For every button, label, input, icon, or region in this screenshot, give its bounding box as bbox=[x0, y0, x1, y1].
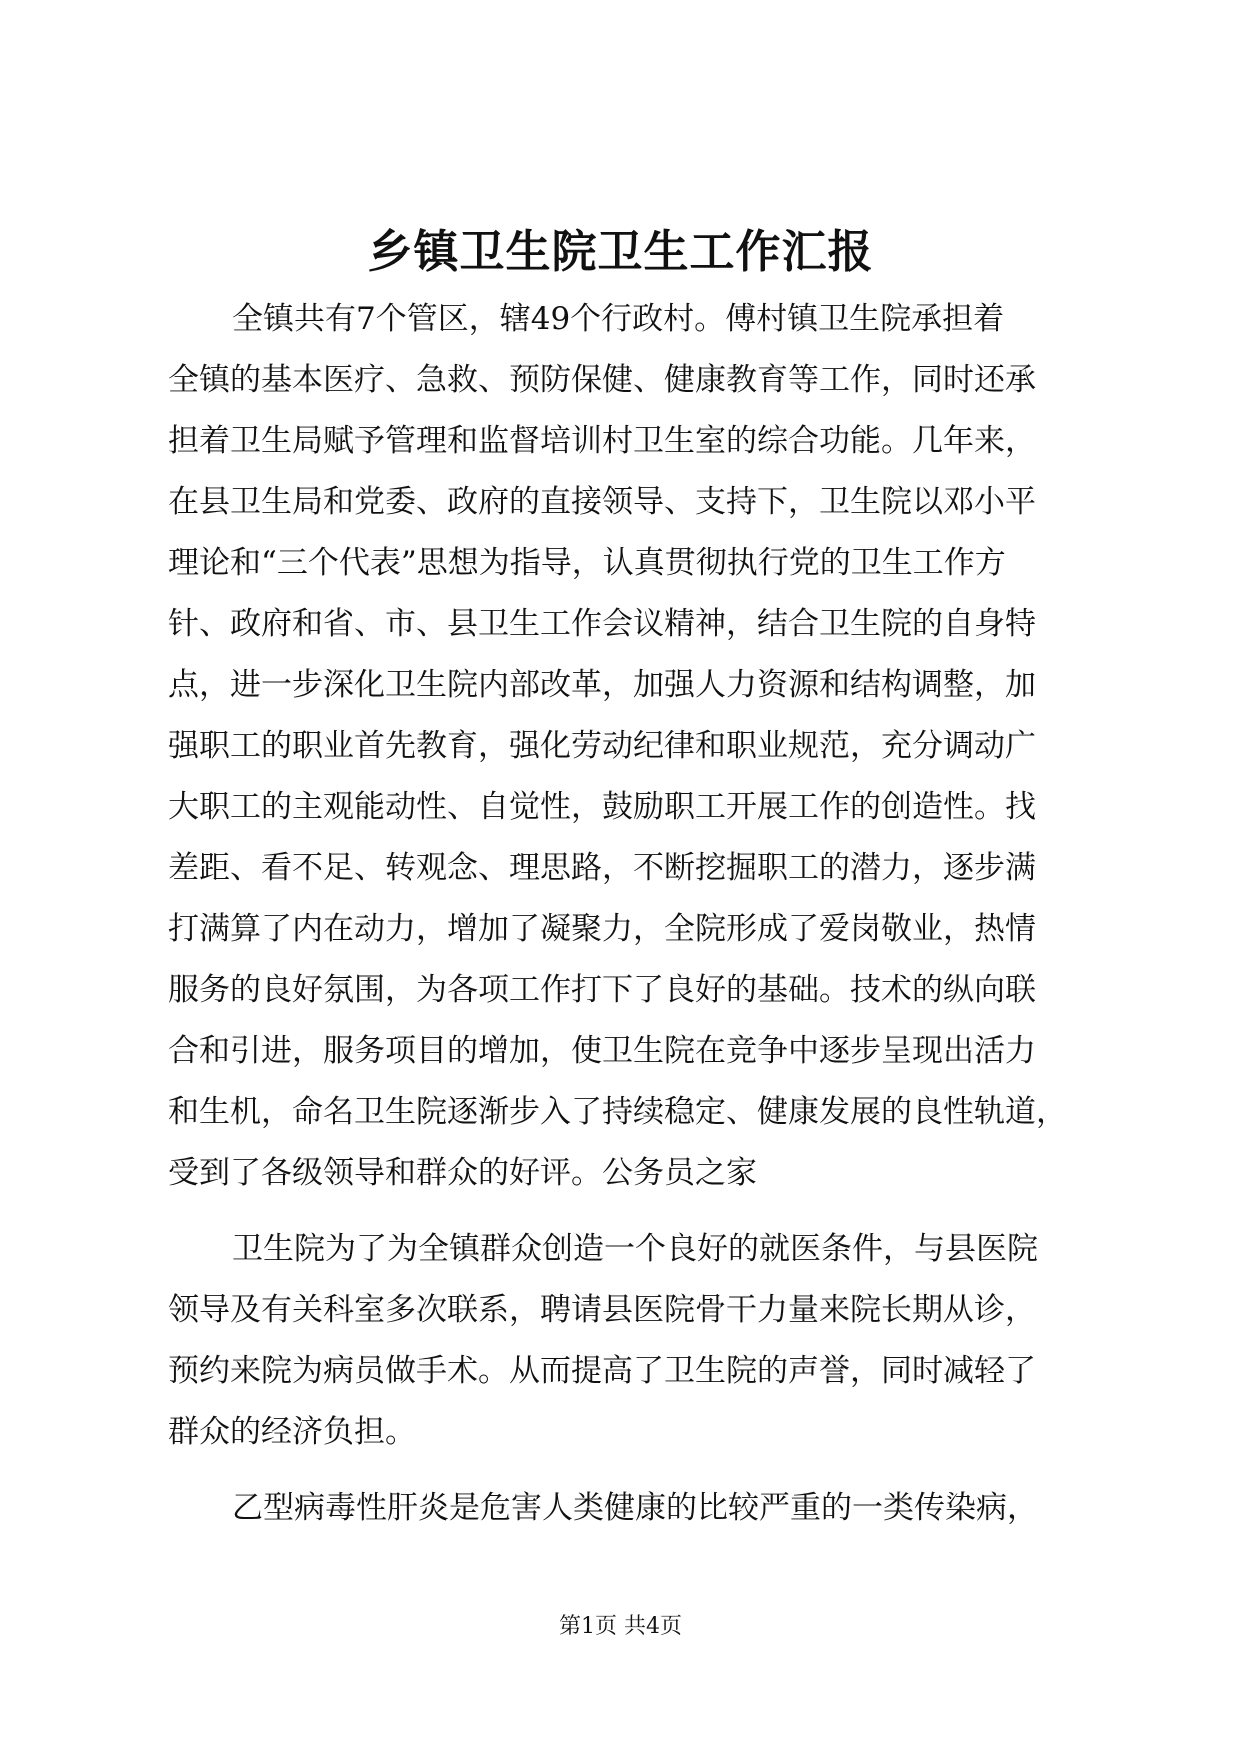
text-line: 和生机，命名卫生院逐渐步入了持续稳定、健康发展的良性轨道， bbox=[168, 1094, 1067, 1130]
text-line: 针、政府和省、市、县卫生工作会议精神，结合卫生院的自身特 bbox=[168, 606, 1036, 642]
text-line: 乙型病毒性肝炎是危害人类健康的比较严重的一类传染病， bbox=[232, 1490, 1038, 1526]
document-title: 乡镇卫生院卫生工作汇报 bbox=[367, 225, 874, 278]
paragraph-2 bbox=[168, 1219, 1080, 1463]
text-line: 强职工的职业首先教育，强化劳动纪律和职业规范，充分调动广 bbox=[168, 728, 1036, 764]
text-line: 理论和“三个代表”思想为指导，认真贯彻执行党的卫生工作方 bbox=[168, 545, 1006, 581]
text-line: 群众的经济负担。 bbox=[168, 1414, 416, 1450]
text-line: 服务的良好氛围，为各项工作打下了良好的基础。技术的纵向联 bbox=[168, 972, 1036, 1008]
text-line: 受到了各级领导和群众的好评。公务员之家 bbox=[168, 1155, 757, 1191]
text-line: 担着卫生局赋予管理和监督培训村卫生室的综合功能。几年来， bbox=[168, 423, 1036, 459]
text-line: 全镇的基本医疗、急救、预防保健、健康教育等工作，同时还承 bbox=[168, 362, 1036, 398]
text-line: 在县卫生局和党委、政府的直接领导、支持下，卫生院以邓小平 bbox=[168, 484, 1036, 520]
page-footer: 第1页 共4页 bbox=[559, 1614, 682, 1639]
text-line: 领导及有关科室多次联系，聘请县医院骨干力量来院长期从诊， bbox=[168, 1292, 1036, 1328]
text-line: 卫生院为了为全镇群众创造一个良好的就医条件，与县医院 bbox=[232, 1231, 1038, 1267]
text-line: 全镇共有7个管区，辖49个行政村。傅村镇卫生院承担着 bbox=[232, 301, 1005, 337]
text-line: 合和引进，服务项目的增加，使卫生院在竞争中逐步呈现出活力 bbox=[168, 1033, 1036, 1069]
text-line: 点，进一步深化卫生院内部改革，加强人力资源和结构调整，加 bbox=[168, 667, 1036, 703]
text-line: 大职工的主观能动性、自觉性，鼓励职工开展工作的创造性。找 bbox=[168, 789, 1036, 825]
paragraph-1 bbox=[168, 289, 1080, 1204]
text-line: 差距、看不足、转观念、理思路，不断挖掘职工的潜力，逐步满 bbox=[168, 850, 1036, 886]
text-line: 打满算了内在动力，增加了凝聚力，全院形成了爱岗敬业，热情 bbox=[168, 911, 1036, 947]
text-line: 预约来院为病员做手术。从而提高了卫生院的声誉，同时减轻了 bbox=[168, 1353, 1036, 1389]
paragraph-3 bbox=[168, 1478, 1080, 1539]
document-body bbox=[168, 289, 1080, 1539]
